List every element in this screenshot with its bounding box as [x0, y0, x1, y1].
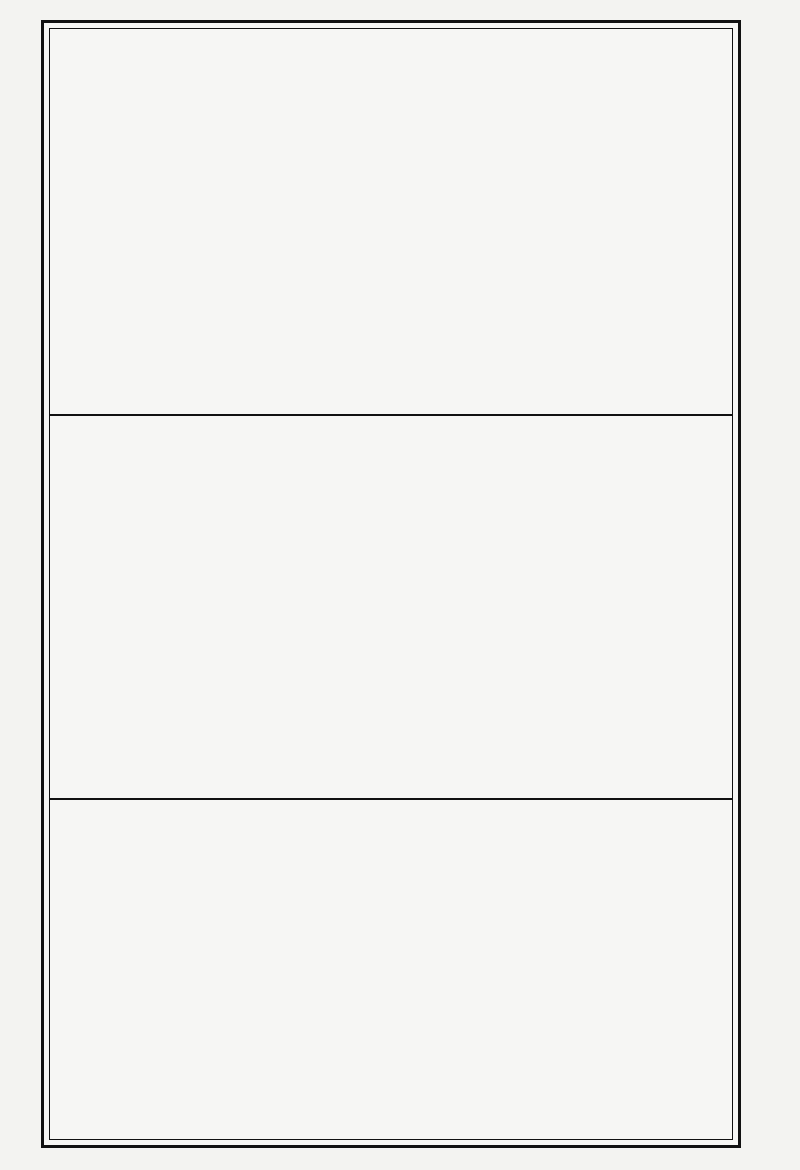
- page-inner-frame: [49, 28, 733, 1140]
- page-frame: [41, 20, 741, 1148]
- text-panel-middle: [50, 414, 732, 798]
- text-panel-bottom: [50, 798, 732, 1147]
- text-columns-bottom: [60, 810, 718, 1143]
- text-columns-middle: [60, 426, 718, 794]
- text-panel-top: [50, 29, 732, 414]
- text-columns-top: [60, 39, 718, 410]
